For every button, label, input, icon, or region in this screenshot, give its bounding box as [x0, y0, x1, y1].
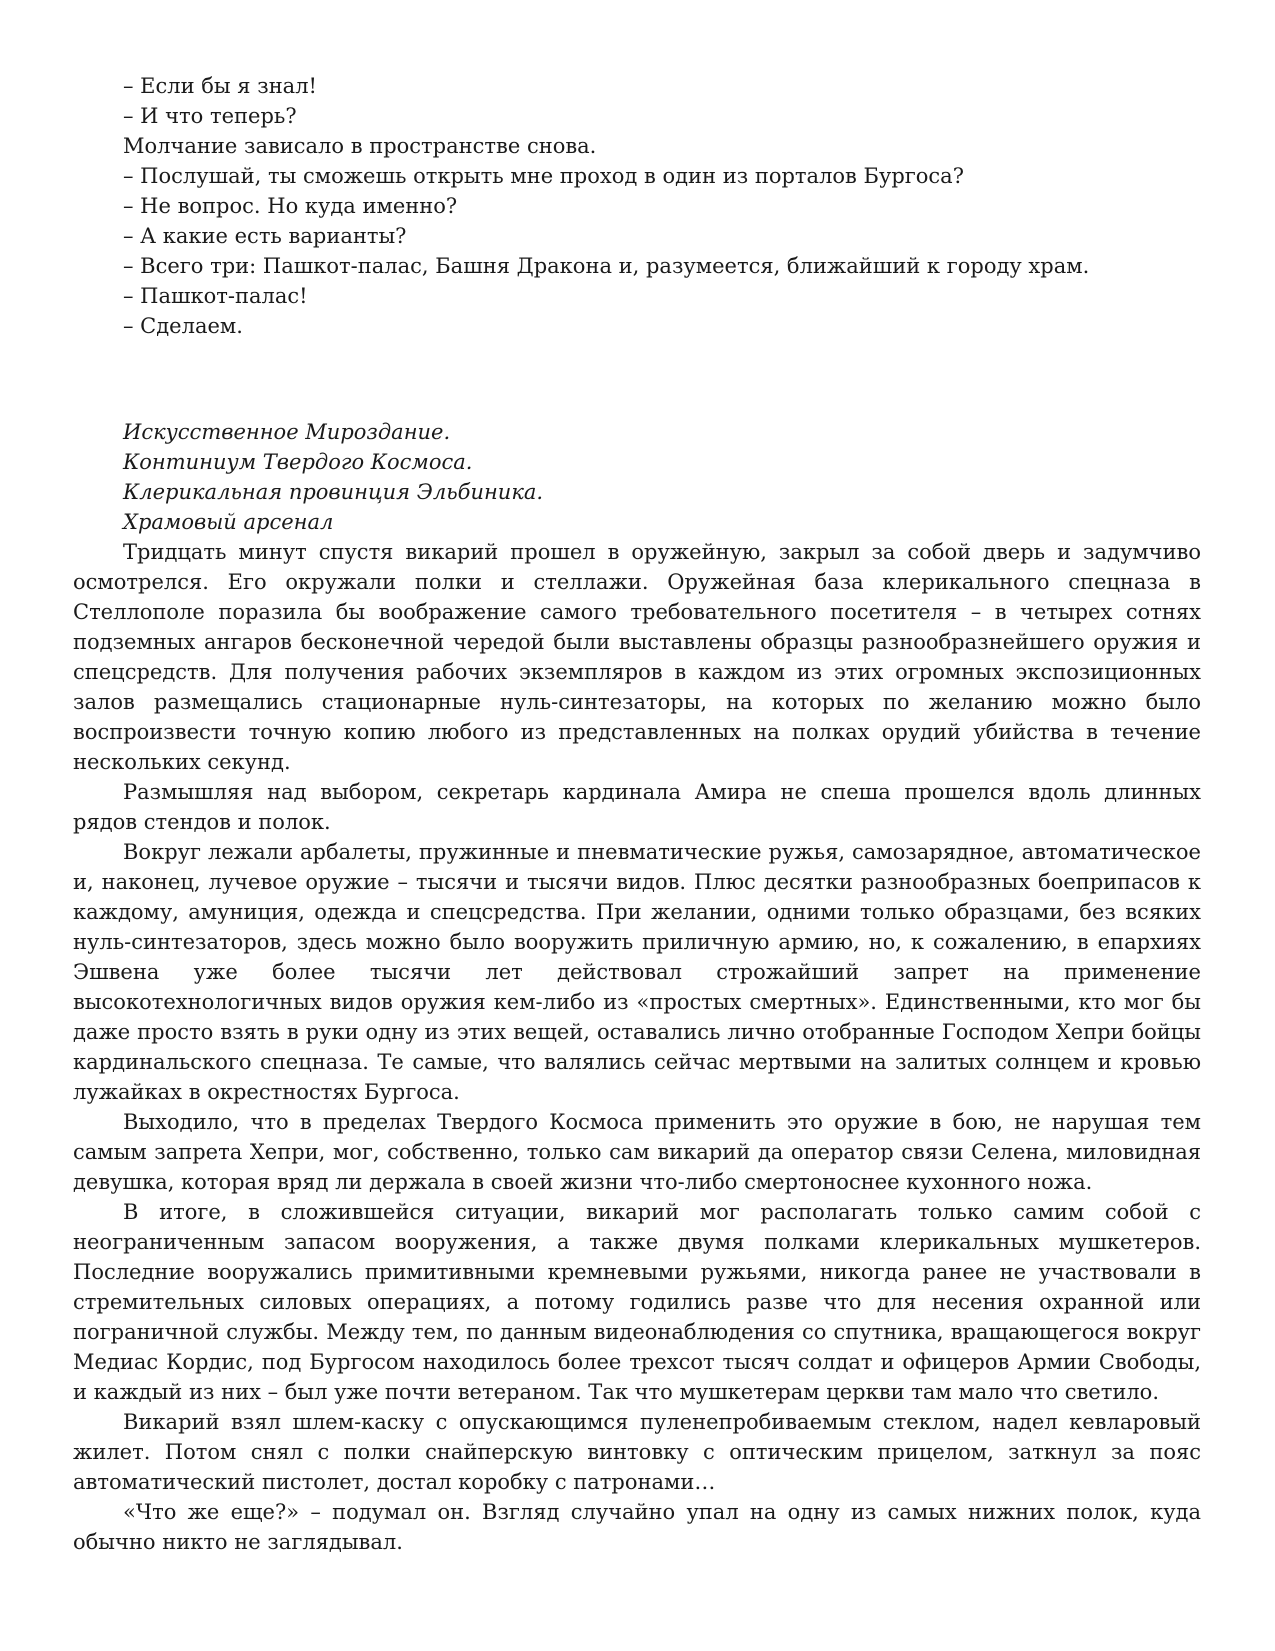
paragraph: Тридцать минут спустя викарий прошел в оружейную, закрыл за собой дверь и задумчиво осмотрелся. Его окружали полки и стеллажи. Оружейная база клерикального спецназа в Стеллополе поразила бы воображение самого требовательного посетителя – в четырех сотнях подземных ангаров бесконечной чередой были выставлены образцы разнообразнейшего оружия и спецсредств. Для получения рабочих экземпляров в каждом из этих огромных экспозиционных залов размещались стационарные нуль-синтезаторы, на которых по желанию можно было воспроизвести точную копию любого из представленных на полках орудий убийства в течение нескольких секунд.	[73, 540, 1201, 774]
paragraph: В итоге, в сложившейся ситуации, викарий мог располагать только самим собой с неограниченным запасом вооружения, а также двумя полками клерикальных мушкетеров. Последние вооружались примитивными кремневыми ружьями, никогда ранее не участвовали в стремительных силовых операциях, а потому годились разве что для несения охранной или пограничной службы. Между тем, по данным видеонаблюдения со спутника, вращающегося вокруг Медиас Кордис, под Бургосом находилось более трехсот тысяч солдат и офицеров Армии Свободы, и каждый из них – был уже почти ветераном. Так что мушкетерам церкви там мало что светило.	[73, 1200, 1201, 1404]
location-line: Искусственное Мироздание.	[123, 420, 451, 444]
location-line: Клерикальная провинция Эльбиника.	[123, 480, 544, 504]
dialogue-line: – Послушай, ты сможешь открыть мне проход в один из порталов Бургоса?	[123, 164, 964, 188]
dialogue-line: – Если бы я знал!	[123, 74, 317, 98]
dialogue-line: – А какие есть варианты?	[123, 224, 407, 248]
dialogue-line: – Всего три: Пашкот-палас, Башня Дракона и, разумеется, ближайший к городу храм.	[123, 254, 1090, 278]
body-text	[73, 537, 1201, 1557]
location-heading	[73, 417, 1201, 537]
location-line: Континиум Твердого Космоса.	[123, 450, 473, 474]
dialogue-line: – И что теперь?	[123, 104, 297, 128]
paragraph: Выходило, что в пределах Твердого Космоса применить это оружие в бою, не нарушая тем самым запрета Хепри, мог, собственно, только сам викарий да оператор связи Селена, миловидная девушка, которая вряд ли держала в своей жизни что-либо смертоноснее кухонного ножа.	[73, 1110, 1201, 1194]
dialogue-line: – Сделаем.	[123, 314, 243, 338]
dialogue-block	[73, 71, 1201, 341]
document-page	[73, 71, 1201, 1557]
dialogue-line: – Не вопрос. Но куда именно?	[123, 194, 458, 218]
location-line: Храмовый арсенал	[123, 510, 334, 534]
dialogue-line: – Пашкот-палас!	[123, 284, 308, 308]
paragraph: Размышляя над выбором, секретарь кардинала Амира не спеша прошелся вдоль длинных рядов стендов и полок.	[73, 780, 1201, 834]
paragraph: Вокруг лежали арбалеты, пружинные и пневматические ружья, самозарядное, автоматическое и, наконец, лучевое оружие – тысячи и тысячи видов. Плюс десятки разнообразных боеприпасов к каждому, амуниция, одежда и спецсредства. При желании, одними только образцами, без всяких нуль-синтезаторов, здесь можно было вооружить приличную армию, но, к сожалению, в епархиях Эшвена уже более тысячи лет действовал строжайший запрет на применение высокотехнологичных видов оружия кем-либо из «простых смертных». Единственными, кто мог бы даже просто взять в руки одну из этих вещей, оставались лично отобранные Господом Хепри бойцы кардинальского спецназа. Те самые, что валялись сейчас мертвыми на залитых солнцем и кровью лужайках в окрестностях Бургоса.	[73, 840, 1201, 1104]
paragraph: «Что же еще?» – подумал он. Взгляд случайно упал на одну из самых нижних полок, куда обычно никто не заглядывал.	[73, 1500, 1201, 1554]
dialogue-line: Молчание зависало в пространстве снова.	[123, 134, 597, 158]
paragraph: Викарий взял шлем-каску с опускающимся пуленепробиваемым стеклом, надел кевларовый жилет. Потом снял с полки снайперскую винтовку с оптическим прицелом, заткнул за пояс автоматический пистолет, достал коробку с патронами…	[73, 1410, 1201, 1494]
section-break	[73, 341, 1201, 417]
